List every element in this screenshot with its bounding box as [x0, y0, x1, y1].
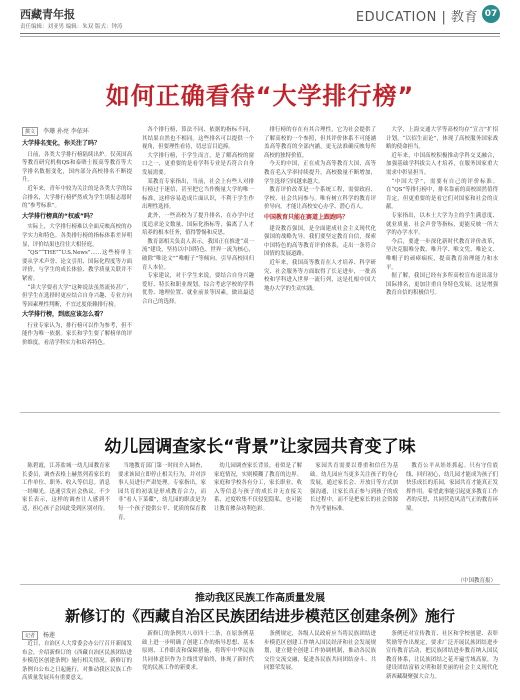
- paragraph: 幼儿园调查家长背景，看似是了解家庭情况，实则模糊了教育的边界。家庭和学校各有分工，家长职业、收入等信息与孩子的成长并无直接关系，过度收集不仅侵犯隐私，也可能让教育掺杂功利色彩。: [214, 463, 302, 512]
- paragraph: 近年来，中国高校积极推动学科交叉融合，加强基础学科拔尖人才培养，在服务国家重大需求中彰显担当。: [386, 152, 498, 176]
- paragraph: 大学，上海交通大学等高校均存“宣言”扩招计划。“以招生而论”，体现了高校服务国家战略的使命担当。: [386, 127, 498, 151]
- article3-headline: 新修订的《西藏自治区民族团结进步模范区创建条例》施行: [64, 607, 455, 625]
- paragraph: 教育评价改革是一个系统工程，需要政府、学校、社会共同参与。唯有树立科学的教育评价导向，才能让高校安心办学、潜心育人。: [264, 187, 376, 211]
- page-header: [0, 0, 520, 38]
- paragraph: 据了解，我国已经有多所高校宣布退出部分国际排名，更加注重自身特色发展，这是增强教育自信的积极信号。: [386, 273, 498, 297]
- page-number-badge: 07: [482, 5, 500, 23]
- article1-headline: 如何正确看待“大学排行榜”: [105, 82, 415, 110]
- section-title: [356, 6, 478, 25]
- paragraph: 专家建议，对于学生来说，要结合自身兴趣爱好、特长和职业规划，综合考虑学校的学科优势、地理位置、就业前景等因素，做出最适合自己的选择。: [142, 273, 254, 305]
- article2-source: （中国教育报）: [457, 578, 496, 584]
- article3-column-3: [264, 630, 376, 696]
- section-separator: [20, 584, 500, 585]
- article1-column-1: [22, 138, 132, 400]
- paragraph: 各个排行榜，算法不同、依据的指标不同，其结果自然也不相同。这些排名可以提供一个视角，但要理性看待，切忌盲目追捧。: [142, 127, 254, 151]
- article3-column-2: [142, 630, 254, 696]
- section-separator: [20, 412, 500, 413]
- paragraph: 大学排行榜，于学生而言，是了解高校的窗口之一，更重要的是看学科专业是否符合自身发展需要。: [142, 152, 254, 176]
- byline-tag: 记者: [22, 631, 38, 640]
- article1-column-4: [386, 126, 498, 400]
- article2-column-1: [22, 462, 110, 572]
- editor-line: 责任编辑：刘亚男 编辑：朱双 版式：钟涛: [20, 24, 123, 30]
- article2-column-4: [310, 462, 398, 572]
- paragraph: 实际上，大学排行榜难以全面反映高校的办学实力和特色。各类排行榜的指标体系差异明显，评价结果也往往大相径庭。: [22, 224, 132, 248]
- paragraph: 家园共育需要以尊重和信任为基础。幼儿园应当更多关注孩子的身心发展，通过家长会、开放日等方式加强沟通，让家长真正参与到孩子的成长过程中，而不是把家长的社会资源作为考量标准。: [310, 463, 398, 512]
- article3-column-1: [22, 640, 132, 696]
- paragraph: 此外，一些高校为了提升排名，在办学中过度追求论文数量、国际化指标等，偏离了人才培养的根本任务，值得警惕和反思。: [142, 212, 254, 237]
- paragraph: 教育公平从娃娃抓起。只有守住底线、回归初心，幼儿园才能成为孩子们快乐成长的乐园，家园共育才能真正发挥作用。希望此事能引起更多教育工作者的反思，共同营造风清气正的教育环境。: [406, 463, 498, 512]
- paragraph: “读大学要看大学”这种说法虽然流传甚广，但学生在选择时更应结合自身兴趣、专业方向等因素理性判断，不宜过度依赖排行榜。: [22, 284, 132, 308]
- paragraph: 新修订的条例共八章四十二条，在原条例基础上进一步明确了创建工作的指导思想、基本原则、工作职责和保障措施，将铸牢中华民族共同体意识作为主线贯穿始终，体现了新时代党的民族工作的新要求。: [142, 631, 254, 672]
- section-title-en: EDUCATION: [355, 10, 437, 25]
- paragraph: 教育部相关负责人表示，我国正在推进“双一流”建设，坚持以中国特色、世界一流为核心，破除“唯论文”“唯帽子”等倾向，引导高校回归育人本位。: [142, 238, 254, 271]
- header-rule-thin: [20, 36, 500, 37]
- header-rule: [20, 33, 500, 34]
- section-title-cn: 教育: [450, 10, 478, 25]
- paragraph: 当地教育部门第一时间介入调查，要求该园立即停止相关行为，并对涉事人员进行严肃处理。专家指出，家园共育的初衷是形成教育合力，而非“看人下菜碟”，幼儿园的职责是为每一个孩子提供公平、优质的保育教育。: [118, 463, 206, 521]
- newspaper-masthead: 西藏青年报: [20, 8, 75, 21]
- paragraph: 排行榜的存在有其合理性，它为社会提供了了解高校的一个参照，但其评价体系不可能涵盖高等教育的全部内涵，更无法准确反映每所高校的独特价值。: [264, 127, 376, 159]
- subheading: 中国教育只能在赛道上跟跑吗？: [264, 213, 349, 221]
- article3-byline: [22, 630, 55, 640]
- paragraph: 日前，各类大学排行榜陆续出炉。仅英国高等教育研究机构QS和泰晤士报高等教育等大学排名数据变化，国内部分高校排名不断提升。: [22, 151, 132, 184]
- paragraph: 陈碧霞，江苏盐城一幼儿园教育家长委员，调查表格上赫然列着家长的工作单位、职务、收入等信息。消息一经曝光，迅速引发社会热议。不少家长表示，这样的调查让人感到不适，担心孩子会因此受到区别对待。: [22, 463, 110, 512]
- article2-column-5: [406, 462, 498, 572]
- article2-column-3: [214, 462, 302, 572]
- article3-column-4: [386, 630, 498, 696]
- section-divider: |: [441, 10, 447, 25]
- paragraph: 近年来，青年中较为关注的是各类大学的综合排名，大学排行榜俨然成为学生填报志愿时的“参考标准”。: [22, 185, 132, 210]
- paragraph: 行业专家认为，排行榜可以作为参考，但不能作为唯一依据。家长和学生要了解榜单的评价维度，看清学科实力和培养特色。: [22, 322, 132, 347]
- article1-byline: [22, 126, 89, 136]
- paragraph: 建设教育强国，是全面建成社会主义现代化强国的战略先导。我们要坚定教育自信，探索中国特色的高等教育评价体系，走出一条符合国情的发展道路。: [264, 225, 376, 258]
- paragraph: 条例规定，各级人民政府应当将民族团结进步模范区创建工作纳入国民经济和社会发展规划，建立健全创建工作协调机制，推动各民族交往交流交融，促进各民族共同团结奋斗、共同繁荣发展。: [264, 631, 376, 672]
- byline-tag: 撰文: [22, 127, 38, 136]
- article3-kicker: 推动我区民族工作高质量发展: [195, 593, 325, 604]
- paragraph: 某教育专家指出，当前，社会上有些人对排行榜过于迷信，甚至把它当作衡量大学的唯一标准，这样容易造成片面认识，不利于学生作出理性选择。: [142, 178, 254, 211]
- paragraph: 今后，要进一步深化新时代教育评价改革，坚决克服唯分数、唯升学、唯文凭、唯论文、唯帽子的顽瘴痼疾，提高教育治理能力和水平。: [386, 238, 498, 271]
- article1-column-2: [142, 126, 254, 400]
- paragraph: 近日，自治区人大常委会办公厅召开新闻发布会，介绍新修订的《西藏自治区民族团结进步模范区创建条例》施行相关情况。新修订的条例自公布之日起施行，对推动我区民族工作高质量发展具有重要意义。: [22, 641, 132, 682]
- article2-headline: 幼儿园调查家长“背景”让家园共育变了味: [104, 437, 416, 457]
- paragraph: “QS”“THE”“U.S.News”……这些榜单主要从学术声誉、论文引用、国际化程度等方面评价，与学生的成长体验、教学质量关联并不紧密。: [22, 250, 132, 282]
- subheading: 大学排行榜，到底应该怎么看？: [22, 311, 107, 319]
- paragraph: “中国大学”，需要有自己的评价标准。在“QS”等排行榜中，排名靠前的高校固然值得肯定，但更重要的是看它们对国家和社会的贡献。: [386, 178, 498, 211]
- paragraph: 今天的中国，正在成为高等教育大国，高等教育毛入学率持续提升，高校数量不断增加，学生选择空间越来越大。: [264, 161, 376, 185]
- paragraph: 近年来，我国高等教育在人才培养、科学研究、社会服务等方面取得了长足进步，一批高校和学科进入世界一流行列，这是扎根中国大地办大学的生动实践。: [264, 259, 376, 292]
- article1-column-3: [264, 126, 376, 400]
- byline-authors: 李珊 孙亮 李依环: [42, 128, 89, 135]
- byline-author: 杨莲: [42, 632, 55, 639]
- subheading: 大学排行榜真的“权威”吗？: [22, 212, 96, 220]
- paragraph: 专家指出，以本土大学为主的学生满意度、就业质量、社会声誉等指标，更能反映一所大学的办学水平。: [386, 212, 498, 237]
- paragraph: 条例还对宣传教育、社区和学校创建、表彰奖励等作出规定，要求广泛开展民族团结进步宣传教育活动，把民族团结进步教育纳入国民教育体系，让民族团结之花开遍雪域高原，为建设团结富裕文明和谐美丽的社会主义现代化新西藏凝聚强大合力。: [386, 631, 498, 680]
- subheading: 大学排名变化，你关注了吗？: [22, 140, 101, 147]
- article2-column-2: [118, 462, 206, 572]
